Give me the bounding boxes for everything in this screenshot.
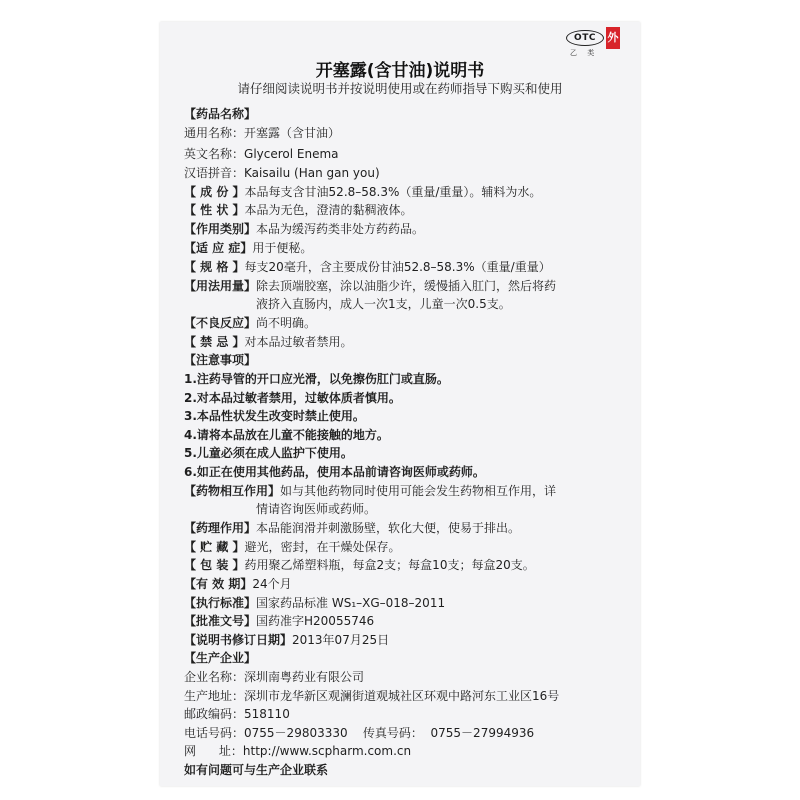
precaution-1: 1.注药导管的开口应光滑，以免擦伤肛门或直肠。 bbox=[184, 372, 449, 386]
info-row-contraindication: 【 禁 忌 】对本品过敏者禁用。 bbox=[184, 335, 353, 349]
document-title: 开塞露(含甘油)说明书 bbox=[315, 61, 485, 81]
info-row-validity: 【有 效 期】24个月 bbox=[184, 577, 292, 591]
info-row-english-name: 英文名称：Glycerol Enema bbox=[184, 147, 339, 161]
info-row-pinyin: 汉语拼音：Kaisailu (Han gan you) bbox=[184, 166, 380, 180]
info-row-interactions: 【药物相互作用】如与其他药物同时使用可能会发生药物相互作用，详 bbox=[184, 484, 557, 498]
external-use-tag: 外 bbox=[606, 27, 620, 49]
info-row-address: 生产地址：深圳市龙华新区观澜街道观城社区环观中路河东工业区16号 bbox=[184, 689, 560, 703]
info-row-category: 【作用类别】本品为缓泻药类非处方药药品。 bbox=[184, 222, 425, 236]
otc-badge bbox=[566, 30, 620, 57]
info-row-interactions-cont: 情请咨询医师或药师。 bbox=[256, 502, 377, 516]
otc-mark: OTC bbox=[566, 30, 604, 46]
info-row-generic-name: 通用名称：开塞露（含甘油） bbox=[184, 126, 341, 140]
info-row-usage: 【用法用量】除去顶端胶塞，涂以油脂少许，缓慢插入肛门，然后将药 bbox=[184, 279, 557, 293]
precaution-5: 5.儿童必须在成人监护下使用。 bbox=[184, 446, 353, 460]
info-row-postcode: 邮政编码：518110 bbox=[184, 707, 290, 721]
otc-class: 乙 类 bbox=[570, 49, 599, 57]
document-subtitle: 请仔细阅读说明书并按说明使用或在药师指导下购买和使用 bbox=[237, 81, 563, 96]
info-row-ingredients: 【 成 份 】本品每支含甘油52.8–58.3%（重量/重量）。辅料为水。 bbox=[184, 185, 542, 199]
info-row-storage: 【 贮 藏 】避光，密封，在干燥处保存。 bbox=[184, 540, 401, 554]
info-row-specification: 【 规 格 】每支20毫升，含主要成份甘油52.8–58.3%（重量/重量） bbox=[184, 260, 551, 274]
info-row-company: 企业名称：深圳南粤药业有限公司 bbox=[184, 670, 365, 684]
precaution-4: 4.请将本品放在儿童不能接触的地方。 bbox=[184, 428, 389, 442]
precaution-2: 2.对本品过敏者禁用，过敏体质者慎用。 bbox=[184, 391, 401, 405]
precaution-6: 6.如正在使用其他药品，使用本品前请咨询医师或药师。 bbox=[184, 465, 485, 479]
info-row-phone-fax: 电话号码：0755－29803330 传真号码： 0755－27994936 bbox=[184, 726, 535, 740]
info-row-adverse: 【不良反应】尚不明确。 bbox=[184, 316, 317, 330]
info-row-website: 网 址：http://www.scpharm.com.cn bbox=[184, 744, 412, 758]
heading-drug-name: 【药品名称】 bbox=[184, 107, 257, 121]
info-row-usage-cont: 液挤入直肠内，成人一次1支，儿童一次0.5支。 bbox=[256, 297, 511, 311]
info-row-standard: 【执行标准】国家药品标准 WS₁–XG–018–2011 bbox=[184, 596, 446, 610]
info-row-package: 【 包 装 】药用聚乙烯塑料瓶，每盒2支；每盒10支；每盒20支。 bbox=[184, 558, 535, 572]
precaution-3: 3.本品性状发生改变时禁止使用。 bbox=[184, 409, 365, 423]
info-row-revision-date: 【说明书修订日期】2013年07月25日 bbox=[184, 633, 390, 647]
heading-precautions: 【注意事项】 bbox=[184, 353, 257, 367]
info-row-pharmacology: 【药理作用】本品能润滑并刺激肠壁，软化大便，使易于排出。 bbox=[184, 521, 521, 535]
info-row-approval: 【批准文号】国药准字H20055746 bbox=[184, 614, 375, 628]
contact-note: 如有问题可与生产企业联系 bbox=[184, 763, 329, 777]
info-row-indication: 【适 应 症】用于便秘。 bbox=[184, 241, 313, 255]
heading-manufacturer: 【生产企业】 bbox=[184, 651, 257, 665]
info-row-description: 【 性 状 】本品为无色，澄清的黏稠液体。 bbox=[184, 203, 413, 217]
